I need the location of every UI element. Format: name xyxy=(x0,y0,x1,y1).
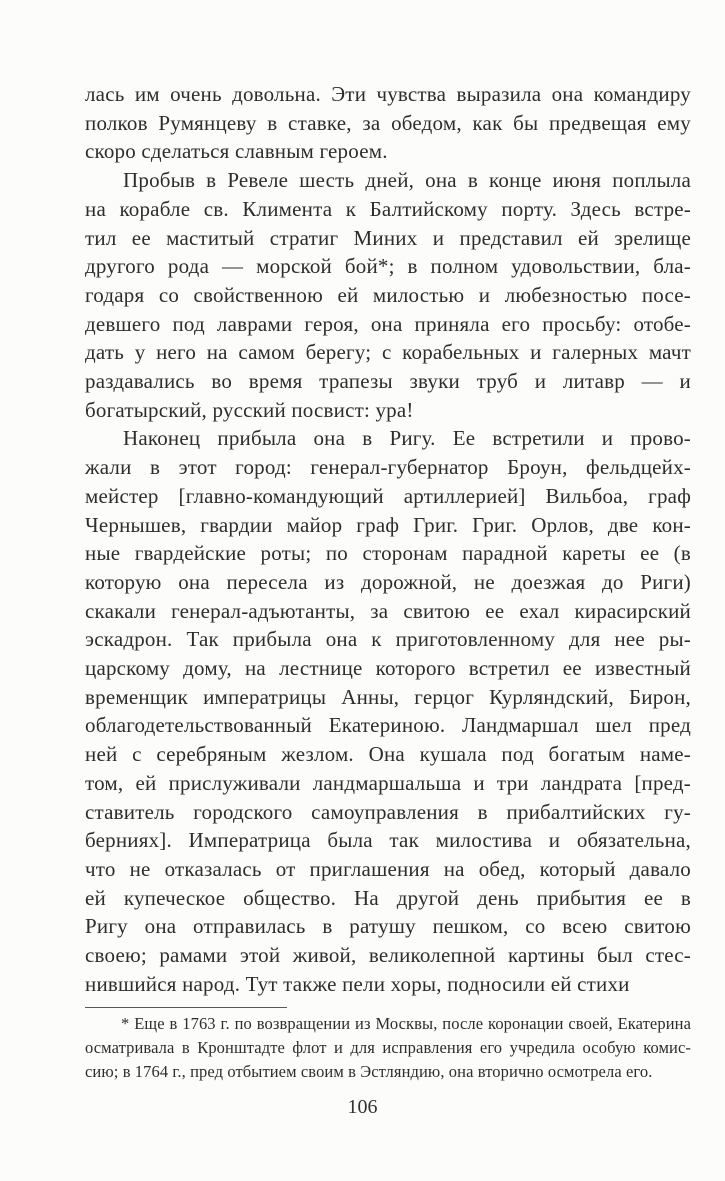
text-line: другого рода — морской бой*; в полном удовольствии, бла- xyxy=(85,254,691,279)
text-line: жали в этот город: генерал-губернатор Броун, фельдцейх- xyxy=(85,455,691,480)
text-line: Пробыв в Ревеле шесть дней, она в конце июня поплыла xyxy=(123,168,691,193)
text-line: на корабле св. Климента к Балтийскому порту. Здесь встре- xyxy=(85,196,691,221)
footnote-text xyxy=(85,1012,691,1083)
main-text xyxy=(85,80,691,999)
paragraph xyxy=(85,424,691,998)
text-line: годаря со свойственною ей милостью и любезностью посе- xyxy=(85,282,691,307)
text-line: Чернышев, гвардии майор граф Григ. Григ. Орлов, две кон- xyxy=(85,512,691,537)
text-line: лась им очень довольна. Эти чувства выразила она командиру xyxy=(85,82,691,106)
text-line: нившийся народ. Тут также пели хоры, подносили ей стихи xyxy=(85,971,630,996)
page-number: 106 xyxy=(347,1096,378,1118)
text-line: полков Румянцеву в ставке, за обедом, как бы предвещая ему xyxy=(85,110,691,135)
text-line: * Еще в 1763 г. по возвращении из Москвы, после коронации своей, Екатерина xyxy=(121,1014,691,1033)
text-line: ставитель городского самоуправления в прибалтийских гу- xyxy=(85,799,691,824)
text-line: дать у него на самом берегу; с корабельных и галерных мачт xyxy=(85,340,691,365)
footnote-separator xyxy=(85,1007,287,1008)
paragraph xyxy=(85,166,691,424)
text-line: девшего под лаврами героя, она приняла его просьбу: отобе- xyxy=(85,311,691,336)
text-line: облагодетельствованный Екатериною. Ландмаршал шел пред xyxy=(85,713,691,738)
text-line: Ригу она отправилась в ратушу пешком, со всею свитою xyxy=(85,914,691,939)
text-line: богатырский, русский посвист: ура! xyxy=(85,397,414,422)
text-line: скакали генерал-адъютанты, за свитою ее ехал кирасирский xyxy=(85,598,691,623)
text-line: что не отказалась от приглашения на обед, который давало xyxy=(85,856,691,881)
text-line: сию; в 1764 г., пред отбытием своим в Эстляндию, она вторично осмотрела его. xyxy=(85,1061,653,1081)
text-line: раздавались во время трапезы звуки труб и литавр — и xyxy=(85,369,691,394)
text-line: своею; рамами этой живой, великолепной картины был стес- xyxy=(85,943,691,968)
text-line: ей купеческое общество. На другой день прибытия ее в xyxy=(85,885,691,910)
text-line: скоро сделаться славным героем. xyxy=(85,139,388,164)
text-line: временщик императрицы Анны, герцог Курляндский, Бирон, xyxy=(85,684,691,709)
text-line: тил ее маститый стратиг Миних и представил ей зрелище xyxy=(85,225,691,250)
text-line: Наконец прибыла она в Ригу. Ее встретили и прово- xyxy=(123,426,691,451)
text-line: берниях]. Императрица была так милостива и обязательна, xyxy=(85,828,691,853)
text-line: которую она пересела из дорожной, не доезжая до Риги) xyxy=(85,569,691,594)
text-line: осматривала в Кронштадте флот и для исправления его учредила особую комис- xyxy=(85,1037,691,1057)
text-line: эскадрон. Так прибыла она к приготовленному для нее ры- xyxy=(85,627,691,652)
text-line: том, ей прислуживали ландмаршальша и три ландрата [пред- xyxy=(85,770,691,795)
text-line: мейстер [главно-командующий артиллерией] Вильбоа, граф xyxy=(85,483,691,508)
paragraph xyxy=(85,80,691,166)
text-line: ные гвардейские роты; по сторонам парадной кареты ее (в xyxy=(85,541,691,566)
text-line: ней с серебряным жезлом. Она кушала под богатым наме- xyxy=(85,742,691,767)
text-line: царскому дому, на лестнице которого встретил ее известный xyxy=(85,656,691,681)
